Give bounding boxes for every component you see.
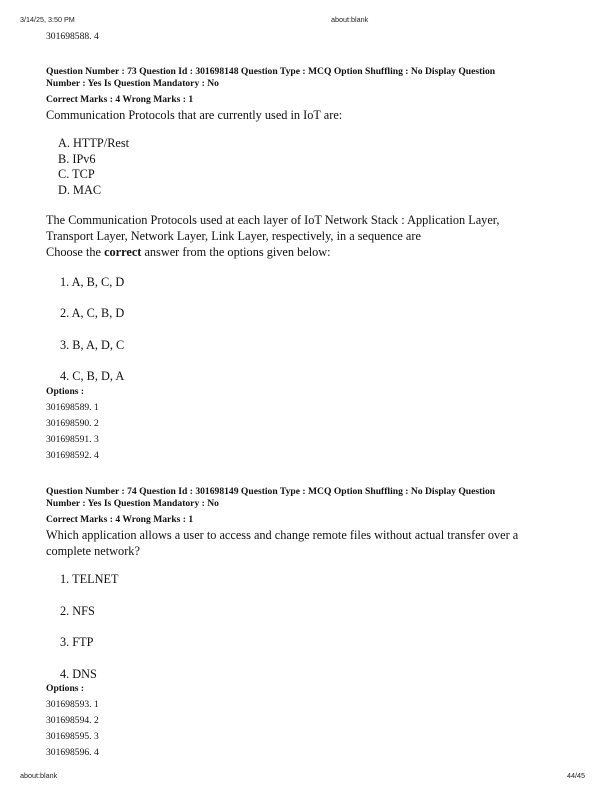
list-item: C. TCP	[58, 167, 95, 182]
q73-choose-line: Choose the correct answer from the options given below:	[46, 245, 331, 259]
list-item: B. IPv6	[58, 151, 96, 166]
page-number: 44/45	[567, 771, 585, 780]
q74-option-2: 301698594. 2	[46, 715, 99, 726]
footer-url: about:blank	[20, 771, 58, 780]
q74-answer-4: 4. DNS	[60, 667, 97, 681]
print-datetime: 3/14/25, 3:50 PM	[20, 15, 75, 24]
q73-meta-line1: Question Number : 73 Question Id : 301698148 Question Type : MCQ Option Shuffling : No Display Question	[46, 66, 496, 77]
q73-option-4: 301698592. 4	[46, 450, 99, 461]
q73-answer-1: 1. A, B, C, D	[60, 275, 125, 289]
q74-meta-line2: Number : Yes Is Question Mandatory : No	[46, 498, 219, 509]
q73-question-text: Communication Protocols that are currently used in IoT are:	[46, 108, 343, 122]
q74-answer-1: 1. TELNET	[60, 572, 119, 586]
q73-para-line1: The Communication Protocols used at each layer of IoT Network Stack : Application Layer,	[46, 213, 500, 227]
q74-answer-2: 2. NFS	[60, 604, 95, 618]
emphasis-correct: correct	[104, 245, 142, 259]
q73-answer-2: 2. A, C, B, D	[60, 306, 125, 320]
q73-para-line2: Transport Layer, Network Layer, Link Layer, respectively, in a sequence are	[46, 229, 421, 243]
q74-question-line2: complete network?	[46, 544, 140, 558]
q73-option-2: 301698590. 2	[46, 418, 99, 429]
q74-question-line1: Which application allows a user to access and change remote files without actual transfer over a	[46, 528, 519, 542]
print-url: about:blank	[331, 15, 369, 24]
q73-protocol-list	[58, 136, 129, 198]
q73-answer-3: 3. B, A, D, C	[60, 338, 125, 352]
q74-meta-line1: Question Number : 74 Question Id : 301698149 Question Type : MCQ Option Shuffling : No Display Question	[46, 486, 496, 497]
q74-option-3: 301698595. 3	[46, 731, 99, 742]
q73-option-1: 301698589. 1	[46, 402, 99, 413]
list-item: A. HTTP/Rest	[58, 136, 130, 150]
q74-marks: Correct Marks : 4 Wrong Marks : 1	[46, 514, 194, 525]
q73-options-label: Options :	[46, 386, 85, 397]
q74-answer-3: 3. FTP	[60, 635, 94, 649]
q73-option-3: 301698591. 3	[46, 434, 99, 445]
q74-option-1: 301698593. 1	[46, 699, 99, 710]
prev-option-line: 301698588. 4	[46, 31, 99, 42]
q73-answer-4: 4. C, B, D, A	[60, 369, 125, 383]
q74-option-4: 301698596. 4	[46, 747, 99, 758]
q74-options-label: Options :	[46, 683, 85, 694]
q73-meta-line2: Number : Yes Is Question Mandatory : No	[46, 78, 219, 89]
list-item: D. MAC	[58, 182, 102, 197]
q73-marks: Correct Marks : 4 Wrong Marks : 1	[46, 94, 194, 105]
